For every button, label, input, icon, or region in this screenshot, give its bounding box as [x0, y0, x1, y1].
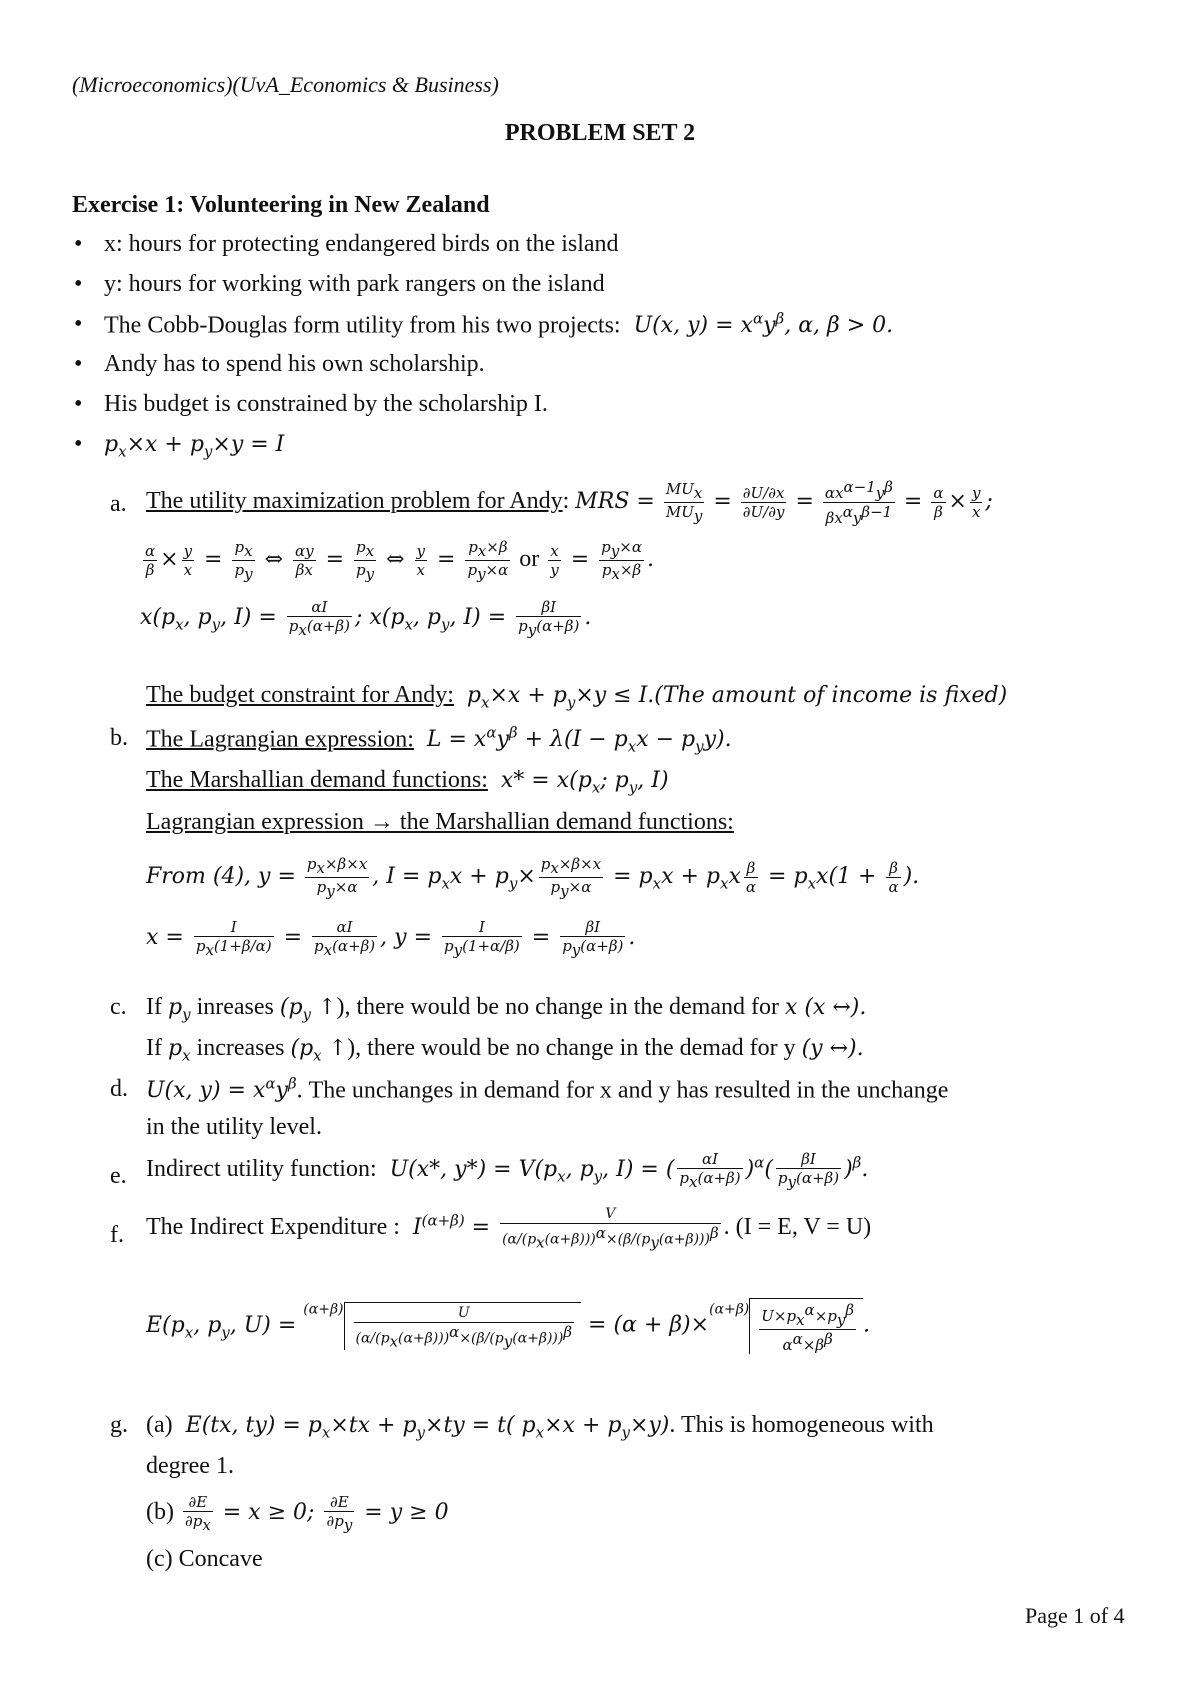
- bullet-item: • His budget is constrained by the scholarship I.: [104, 391, 548, 419]
- budget-constraint-heading: The budget constraint for Andy:: [146, 682, 454, 708]
- lagrangian-to-marshallian: Lagrangian expression → the Marshallian demand functions:: [146, 809, 734, 835]
- demand-solutions: $x(p_x$, $p_y$, I) = $\frac{\alpha I}{p_x(\alpha+\beta)}$ ; $x(p_x$, $p_y$, I) = $\frac{\beta I}{p_y(\alpha+\beta)}$ .: [140, 598, 592, 639]
- part-d-line1: U(x, $y) = x^\alpha y^\beta$. The unchanges in demand for x and y has resulted in the unchange: [146, 1075, 949, 1104]
- part-d-label: d.: [110, 1076, 128, 1102]
- part-e-line: Indirect utility function: U(x*, $y*) = V(p_x$, $p_y$, I) = ( $\frac{\alpha I}{p_x(\alpha+\beta)}$ )$^\alpha$( $\frac{\beta I}{p_y(\alpha+\beta)}$ )$^\beta$.: [146, 1150, 869, 1191]
- part-f-label: f.: [110, 1222, 124, 1248]
- exercise-title: Exercise 1: Volunteering in New Zealand: [72, 192, 490, 218]
- lagrangian-line: The Lagrangian expression: $L = x^\alpha y^\beta + \lambda(I - p_xx - p_yy)$.: [146, 724, 732, 756]
- mrs-label: MRS =: [575, 489, 655, 515]
- tangency-condition: $\frac{\alpha}{\beta}$ × $\frac{y}{x}$ = $\frac{p_x}{p_y}$ ⇔ $\frac{\alpha y}{\beta x}$ = $\frac{p_x}{p_y}$ ⇔ $\frac{y}{x}$ = $\frac{p_x\times\beta}{p_y\times\alpha}$ or $\frac{x}{y}$ = $\frac{p_y\times\alpha}{p_x\times\beta}$ .: [145, 538, 654, 583]
- bullet-item: • y: hours for working with park rangers on the island: [104, 271, 605, 299]
- text: (a): [146, 1412, 173, 1438]
- budget-formula: $p_x\times x + p_y\times y = I$: [104, 432, 285, 461]
- text: . This is homogeneous with: [669, 1412, 934, 1438]
- or-text: or: [519, 546, 540, 573]
- part-a-heading: The utility maximization problem for Andy: [146, 488, 563, 515]
- from-4-derivation: From (4), y = $\frac{p_x\times\beta\times x}{p_y\times\alpha}$ , $I = p_xx + p_y\times$ $\frac{p_x\times\beta\times x}{p_y\times\alpha}$ = $p_xx + p_xx$ $\frac{\beta}{\alpha}$ = $p_xx(1$ + $\frac{\beta}{\alpha}$ ).: [146, 855, 920, 900]
- part-c-line2: If $p_x$ increases ($p_x$ ↑), there would be no change in the demad for y (y ↔).: [146, 1035, 864, 1065]
- text: increases: [196, 1035, 285, 1061]
- text: Concave: [178, 1546, 263, 1572]
- part-f-line: The Indirect Expenditure : $I^{(\alpha+\beta)}$ = $\frac{V}{(\alpha/(p_x(\alpha+\beta)))^\alpha\times(\beta/(p_y(\alpha+\beta)))^\beta}$ . (I = E, V = U): [146, 1206, 872, 1252]
- demand-result: x = $\frac{I}{p_x(1+\beta/\alpha)}$ = $\frac{\alpha I}{p_x(\alpha+\beta)}$ , y = $\frac{I}{p_y(1+\alpha/\beta)}$ = $\frac{\beta I}{p_y(\alpha+\beta)}$ .: [146, 918, 636, 959]
- text: . The unchanges in demand for x and y has resulted in the unchange: [296, 1077, 949, 1104]
- page-title: PROBLEM SET 2: [504, 120, 696, 146]
- part-b-label: b.: [110, 725, 128, 751]
- text: If: [146, 1035, 162, 1061]
- part-d-line2: in the utility level.: [146, 1114, 322, 1140]
- text: Indirect utility function:: [146, 1156, 377, 1183]
- part-a-label: a.: [110, 491, 127, 517]
- bullet-item: [104, 431, 284, 461]
- part-g-c-line: [146, 1546, 263, 1574]
- part-g-label: g.: [110, 1412, 128, 1438]
- text: . (I = E, V = U): [723, 1214, 872, 1241]
- part-c-line1: If $p_y$ inreases ($p_y$ ↑), there would be no change in the demand for x (x ↔).: [146, 994, 867, 1024]
- bullet-item: • x: hours for protecting endangered birds on the island: [104, 231, 619, 259]
- part-g-b-line: (b) $\frac{\partial E}{\partial p_x}$ = x ≥ 0; $\frac{\partial E}{\partial p_y}$ = y ≥ 0: [146, 1493, 449, 1534]
- text: (b): [146, 1499, 174, 1526]
- part-g-a-line2: degree 1.: [146, 1453, 234, 1479]
- bullet-item: [104, 311, 893, 340]
- bullet-item: • Andy has to spend his own scholarship.: [104, 351, 485, 379]
- marshallian-line: The Marshallian demand functions: $x* = x(p_x$; $p_y$, I): [146, 767, 669, 797]
- part-g-a-line: (a) E(tx, $ty) = p_x\times tx + p_y\times ty = t$( $p_x\times x + p_y\times y$). This is homogeneous with: [146, 1412, 934, 1442]
- text: inreases: [196, 994, 274, 1020]
- utility-formula: U(x, $y) = x^\alpha y^\beta$, α, β > 0.: [626, 310, 894, 339]
- colon: :: [562, 488, 570, 515]
- text: ), there would be no change in the demad for y: [347, 1035, 796, 1061]
- bullet-text: The Cobb-Douglas form utility from his two projects:: [104, 312, 621, 339]
- course-header: (Microeconomics)(UvA_Economics & Business): [72, 72, 499, 97]
- text: The Indirect Expenditure :: [146, 1214, 400, 1241]
- text: (c): [146, 1546, 173, 1572]
- text: ), there would be no change in the demand for: [336, 994, 779, 1020]
- budget-constraint-line: The budget constraint for Andy: $p_x\times x + p_y\times y \le I.(The$ amount of income is fixed): [146, 682, 1008, 712]
- part-c-label: c.: [110, 994, 127, 1020]
- partial-ratio: $\frac{\partial U/\partial x}{\partial U/\partial y}$: [742, 484, 785, 521]
- lagrangian-heading: The Lagrangian expression:: [146, 726, 414, 753]
- part-a-mrs-line: The utility maximization problem for Andy: MRS = $\frac{MU_x}{MU_y}$ = $\frac{\partial U/\partial x}{\partial U/\partial y}$ = $\frac{\alpha x^{\alpha-1}y^\beta}{\beta x^\alpha y^{\beta-1}}$ = $\frac{\alpha}{\beta}$ × $\frac{y}{x}$ ;: [146, 478, 993, 527]
- from-text: From (4), y =: [146, 864, 296, 890]
- part-e-label: e.: [110, 1163, 127, 1189]
- text: If: [146, 994, 162, 1020]
- expenditure-function: $E(p_x$, $p_y$, U) = $^{(\alpha+\beta)}$ $\frac{U}{(\alpha/(p_x(\alpha+\beta)))^\alpha\times(\beta/(p_y(\alpha+\beta)))^\beta}$ = (α + β)×$^{(\alpha+\beta)}$ $\frac{U\times p_x^\alpha\times p_y^\beta}{\alpha^\alpha\times\beta^\beta}$ .: [146, 1298, 870, 1354]
- power-ratio: $\frac{\alpha x^{\alpha-1}y^\beta}{\beta x^\alpha y^{\beta-1}}$: [824, 478, 893, 527]
- marshallian-heading: The Marshallian demand functions:: [146, 767, 488, 793]
- page-number: Page 1 of 4: [1025, 1603, 1125, 1628]
- budget-note: (The amount of income is fixed): [654, 683, 1008, 708]
- mu-ratio: $\frac{MU_x}{MU_y}$: [665, 480, 703, 525]
